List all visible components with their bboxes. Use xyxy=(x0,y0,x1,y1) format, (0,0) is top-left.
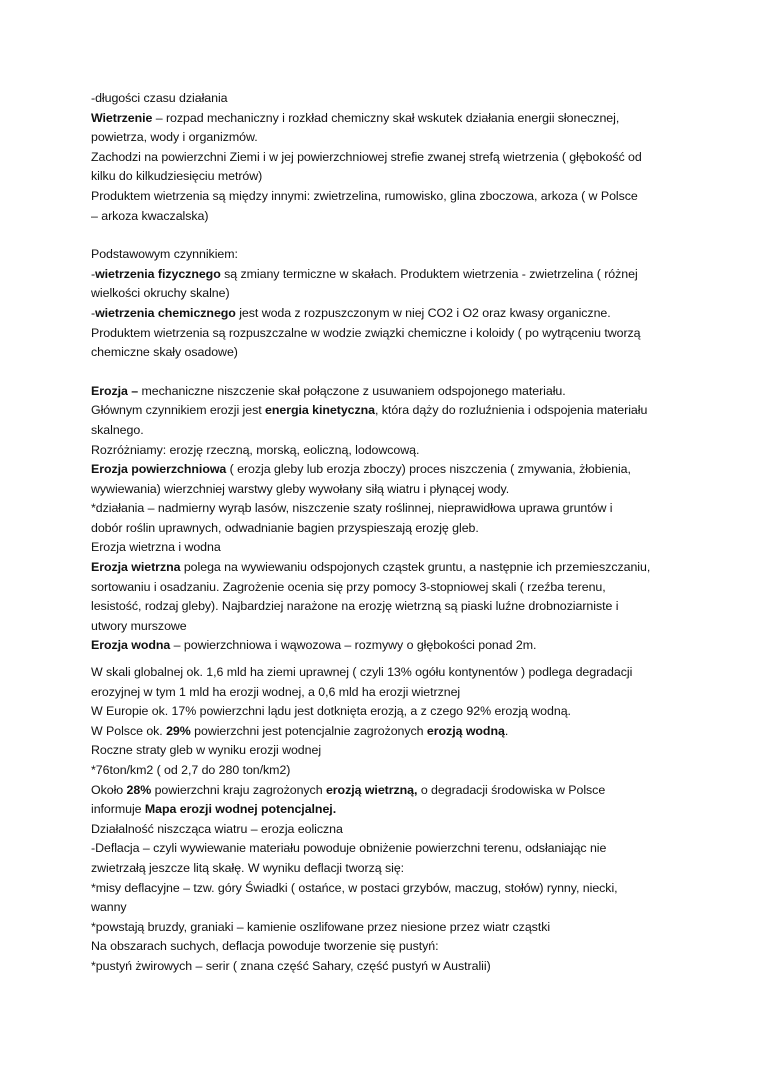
text-line xyxy=(91,109,700,129)
text-segment: wanny xyxy=(91,900,127,915)
text-line xyxy=(91,207,700,227)
text-line xyxy=(91,781,700,801)
text-line xyxy=(91,722,700,742)
text-segment: powietrza, wody i organizmów. xyxy=(91,130,258,145)
text-line xyxy=(91,820,700,840)
text-line xyxy=(91,859,700,879)
text-line xyxy=(91,421,700,441)
text-segment: dobór roślin uprawnych, odwadnianie bagien przyspieszają erozję gleb. xyxy=(91,520,479,535)
text-segment: *misy deflacyjne – tzw. góry Świadki ( ostańce, w postaci grzybów, maczug, stołów) rynny, niecki, xyxy=(91,880,618,895)
text-segment: – rozpad mechaniczny i rozkład chemiczny skał wskutek działania energii słonecznej, xyxy=(152,110,620,125)
text-segment: mechaniczne niszczenie skał połączone z usuwaniem odspojonego materiału. xyxy=(138,383,566,398)
text-line xyxy=(91,284,700,304)
text-segment: Erozja wietrzna i wodna xyxy=(91,540,221,555)
bold-term: Erozja wodna xyxy=(91,638,171,653)
bold-term: erozją wietrzną, xyxy=(325,782,418,797)
text-segment: -Deflacja – czyli wywiewanie materiału powoduje obniżenie powierzchni terenu, odsłaniając nie xyxy=(91,841,607,856)
text-segment: powierzchni jest potencjalnie zagrożonych xyxy=(190,723,427,738)
text-segment: kilku do kilkudziesięciu metrów) xyxy=(91,169,263,184)
text-line xyxy=(91,937,700,957)
text-line xyxy=(91,898,700,918)
text-line xyxy=(91,636,700,656)
text-segment: Rozróżniamy: erozję rzeczną, morską, eoliczną, lodowcową. xyxy=(91,442,420,457)
text-line xyxy=(91,499,700,519)
bold-term: Erozja – xyxy=(91,383,139,398)
text-segment: jest woda z rozpuszczonym w niej CO2 i O2 oraz kwasy organiczne. xyxy=(235,305,611,320)
text-segment: wielkości okruchy skalne) xyxy=(91,286,230,301)
text-segment: - xyxy=(91,266,96,281)
text-line xyxy=(91,324,700,344)
paragraph-gap xyxy=(91,363,700,382)
text-segment: lesistość, rodzaj gleby). Najbardziej narażone na erozję wietrzną są piaski luźne drobnoziarniste i xyxy=(91,599,619,614)
text-segment: Produktem wietrzenia są rozpuszczalne w wodzie związki chemiczne i koloidy ( po wytrąceniu tworzą xyxy=(91,325,641,340)
bold-term: energia kinetyczna xyxy=(265,403,376,418)
text-line xyxy=(91,538,700,558)
text-segment: - xyxy=(91,305,96,320)
text-segment: sortowaniu i osadzaniu. Zagrożenie ocenia się przy pomocy 3-stopniowej skali ( rzeźba terenu, xyxy=(91,579,606,594)
text-segment: – powierzchniowa i wąwozowa – rozmywy o głębokości ponad 2m. xyxy=(170,638,537,653)
text-segment: Produktem wietrzenia są między innymi: zwietrzelina, rumowisko, glina zboczowa, arkoza ( w Polsce xyxy=(91,188,638,203)
text-line xyxy=(91,558,700,578)
text-segment: chemiczne skały osadowe) xyxy=(91,345,238,360)
text-segment: polega na wywiewaniu odspojonych cząstek gruntu, a następnie ich przemieszczaniu, xyxy=(180,560,651,575)
text-segment: Na obszarach suchych, deflacja powoduje tworzenie się pustyń: xyxy=(91,939,439,954)
text-line xyxy=(91,148,700,168)
bold-term: wietrzenia fizycznego xyxy=(95,266,221,281)
text-line xyxy=(91,683,700,703)
text-line xyxy=(91,441,700,461)
text-segment: Podstawowym czynnikiem: xyxy=(91,247,238,262)
text-line xyxy=(91,839,700,859)
bold-term: erozją wodną xyxy=(426,723,505,738)
bold-term: Mapa erozji wodnej potencjalnej. xyxy=(144,802,337,817)
text-line xyxy=(91,167,700,187)
text-line xyxy=(91,460,700,480)
text-line xyxy=(91,761,700,781)
text-line xyxy=(91,597,700,617)
bold-term: 29% xyxy=(166,723,191,738)
text-line xyxy=(91,879,700,899)
bold-term: Erozja wietrzna xyxy=(91,560,181,575)
text-segment: *powstają bruzdy, graniaki – kamienie oszlifowane przez niesione przez wiatr cząstki xyxy=(91,919,551,934)
text-segment: skalnego. xyxy=(91,422,144,437)
text-segment: W Polsce ok. xyxy=(91,723,167,738)
text-segment: *działania – nadmierny wyrąb lasów, niszczenie szaty roślinnej, nieprawidłowa uprawa gruntów i xyxy=(91,501,613,516)
text-segment: Głównym czynnikiem erozji jest xyxy=(91,403,266,418)
text-line xyxy=(91,128,700,148)
paragraph-gap xyxy=(91,226,700,245)
text-segment: W skali globalnej ok. 1,6 mld ha ziemi uprawnej ( czyli 13% ogółu kontynentów ) podlega degradacji xyxy=(91,665,633,680)
bold-term: Wietrzenie xyxy=(91,110,153,125)
text-segment: *pustyń żwirowych – serir ( znana część Sahary, część pustyń w Australii) xyxy=(91,958,491,973)
text-line xyxy=(91,382,700,402)
text-line xyxy=(91,702,700,722)
text-segment: Zachodzi na powierzchni Ziemi i w jej powierzchniowej strefie zwanej strefą wietrzenia ( głębokość od xyxy=(91,149,642,164)
text-segment: Około xyxy=(91,782,127,797)
text-segment: są zmiany termiczne w skałach. Produktem wietrzenia - zwietrzelina ( różnej xyxy=(220,266,638,281)
text-line xyxy=(91,578,700,598)
text-segment: o degradacji środowiska w Polsce xyxy=(417,782,606,797)
text-line xyxy=(91,800,700,820)
bold-term: wietrzenia chemicznego xyxy=(95,305,236,320)
text-line xyxy=(91,918,700,938)
text-segment: Roczne straty gleb w wyniku erozji wodnej xyxy=(91,743,322,758)
text-segment: wywiewania) wierzchniej warstwy gleby wywołany siłą wiatru i płynącej wody. xyxy=(91,481,510,496)
text-segment: -długości czasu działania xyxy=(91,91,228,105)
text-segment: powierzchni kraju zagrożonych xyxy=(151,782,326,797)
text-segment: Działalność niszcząca wiatru – erozja eoliczna xyxy=(91,821,343,836)
text-line xyxy=(91,343,700,363)
bold-term: Erozja powierzchniowa xyxy=(91,462,227,477)
paragraph-gap xyxy=(91,656,700,663)
text-line xyxy=(91,401,700,421)
text-segment: ( erozja gleby lub erozja zboczy) proces niszczenia ( zmywania, żłobienia, xyxy=(226,462,631,477)
text-segment: W Europie ok. 17% powierzchni lądu jest dotknięta erozją, a z czego 92% erozją wodną. xyxy=(91,704,571,719)
text-segment: erozyjnej w tym 1 mld ha erozji wodnej, a 0,6 mld ha erozji wietrznej xyxy=(91,684,461,699)
text-line xyxy=(91,480,700,500)
text-line xyxy=(91,304,700,324)
text-segment: *76ton/km2 ( od 2,7 do 280 ton/km2) xyxy=(91,763,291,777)
text-segment: utwory murszowe xyxy=(91,618,187,633)
bold-term: 28% xyxy=(126,782,152,797)
text-segment: – arkoza kwaczalska) xyxy=(91,208,209,223)
text-segment: , która dąży do rozluźnienia i odspojenia materiału xyxy=(375,403,648,418)
text-line xyxy=(91,663,700,683)
text-line xyxy=(91,89,700,109)
document-body xyxy=(91,89,700,977)
text-line xyxy=(91,957,700,977)
text-line xyxy=(91,741,700,761)
text-segment: . xyxy=(504,723,509,738)
text-line xyxy=(91,245,700,265)
text-segment: informuje xyxy=(91,802,145,817)
text-segment: zwietrzałą jeszcze litą skałę. W wyniku deflacji tworzą się: xyxy=(91,860,405,875)
text-line xyxy=(91,519,700,539)
text-line xyxy=(91,617,700,637)
text-line xyxy=(91,265,700,285)
text-line xyxy=(91,187,700,207)
